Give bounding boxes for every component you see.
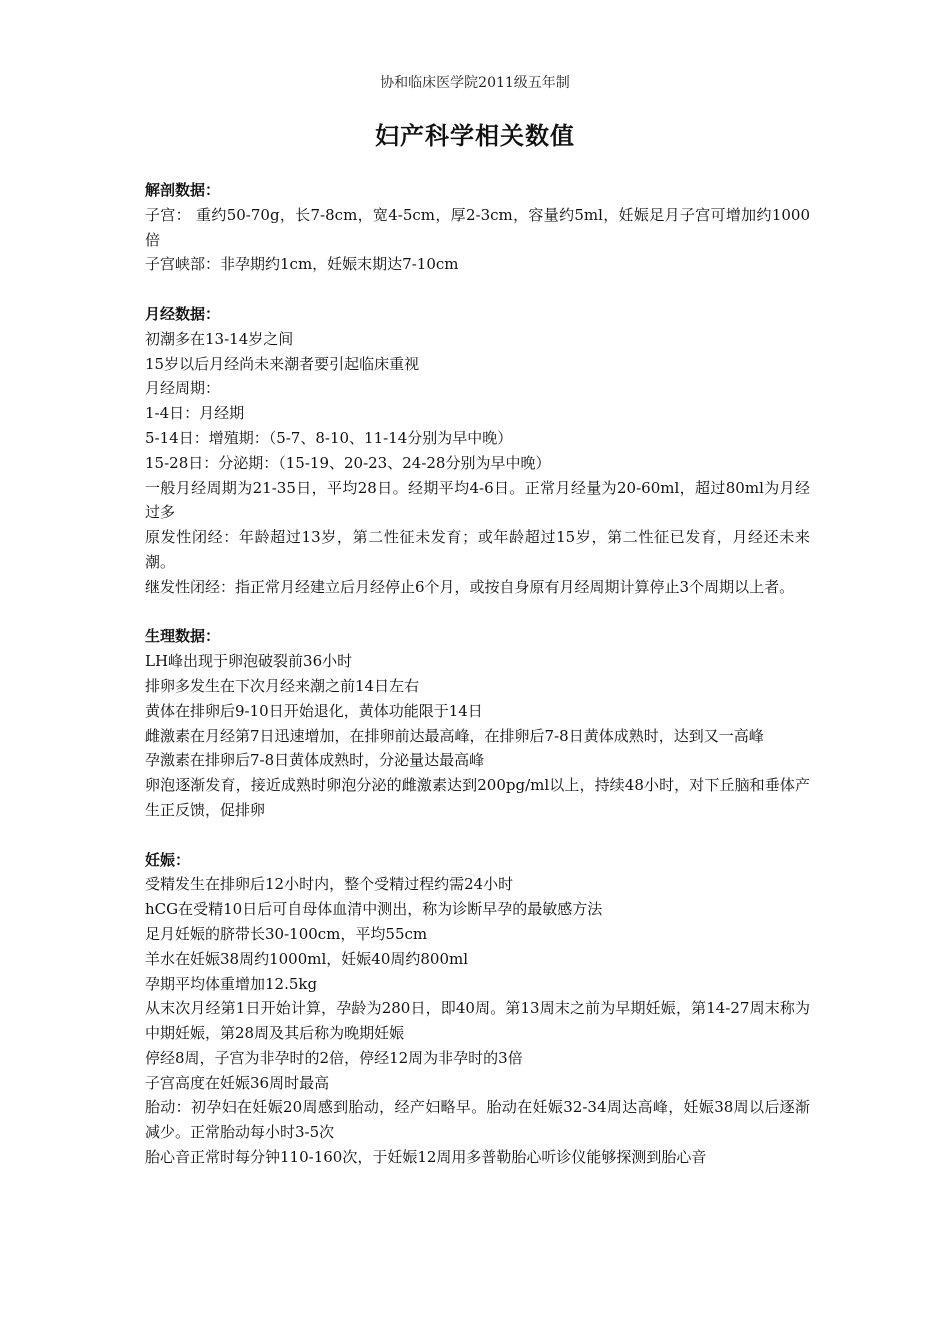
text-line: 15岁以后月经尚未来潮者要引起临床重视: [145, 354, 420, 373]
text-line: 初潮多在13-14岁之间: [145, 329, 294, 348]
text-line: 雌激素在月经第7日迅速增加，在排卵前达最高峰，在排卵后7-8日黄体成熟时，达到又一高峰: [145, 726, 764, 745]
text-line: 5-14日：增殖期：（5-7、8-10、11-14分别为早中晚）: [145, 428, 513, 447]
text-line: 胎动：初孕妇在妊娠20周感到胎动，经产妇略早。胎动在妊娠32-34周达高峰，妊娠38周以后逐渐减少。正常胎动每小时3-5次: [145, 1098, 810, 1142]
text-line: 继发性闭经：指正常月经建立后月经停止6个月，或按自身原有月经周期计算停止3个周期以上者。: [145, 577, 795, 596]
text-line: 受精发生在排卵后12小时内，整个受精过程约需24小时: [145, 875, 514, 894]
text-line: 黄体在排卵后9-10日开始退化，黄体功能限于14日: [145, 701, 483, 720]
section-menstruation: [145, 302, 810, 600]
text-line: 孕激素在排卵后7-8日黄体成熟时，分泌量达最高峰: [145, 751, 485, 770]
document-body: [145, 178, 810, 1195]
section-heading: 生理数据：: [145, 627, 221, 646]
text-line: 一般月经周期为21-35日，平均28日。经期平均4-6日。正常月经量为20-60ml，超过80ml为月经过多: [145, 478, 810, 522]
text-line: LH峰出现于卵泡破裂前36小时: [145, 652, 353, 671]
text-line: 子宫峡部：非孕期约1cm，妊娠末期达7-10cm: [145, 255, 459, 274]
section-physiology: [145, 624, 810, 822]
text-line: 15-28日：分泌期：（15-19、20-23、24-28分别为早中晚）: [145, 453, 551, 472]
text-line: 足月妊娠的脐带长30-100cm，平均55cm: [145, 924, 428, 943]
text-line: 子宫高度在妊娠36周时最高: [145, 1073, 330, 1092]
text-line: 排卵多发生在下次月经来潮之前14日左右: [145, 676, 420, 695]
page-title: 妇产科学相关数值: [375, 121, 575, 150]
page-header: 协和临床医学院2011级五年制: [380, 75, 570, 91]
text-line: 停经8周，子宫为非孕时的2倍，停经12周为非孕时的3倍: [145, 1048, 523, 1067]
text-line: 从末次月经第1日开始计算，孕龄为280日，即40周。第13周末之前为早期妊娠，第14-27周末称为中期妊娠，第28周及其后称为晚期妊娠: [145, 999, 810, 1043]
text-line: 孕期平均体重增加12.5kg: [145, 974, 318, 993]
section-pregnancy: [145, 848, 810, 1170]
section-heading: 妊娠：: [145, 850, 191, 869]
section-heading: 解剖数据：: [145, 181, 221, 199]
text-line: 月经周期：: [145, 379, 221, 398]
section-heading: 月经数据：: [145, 304, 221, 323]
text-line: 卵泡逐渐发育，接近成熟时卵泡分泌的雌激素达到200pg/ml以上，持续48小时，对下丘脑和垂体产生正反馈，促排卵: [145, 776, 810, 819]
section-anatomy: [145, 178, 810, 277]
text-line: 原发性闭经：年龄超过13岁，第二性征未发育；或年龄超过15岁，第二性征已发育，月经还未来潮。: [145, 528, 810, 571]
text-line: 1-4日：月经期: [145, 404, 245, 423]
text-line: 羊水在妊娠38周约1000ml，妊娠40周约800ml: [145, 949, 469, 968]
text-line: 子宫： 重约50-70g，长7-8cm，宽4-5cm，厚2-3cm，容量约5ml，妊娠足月子宫可增加约1000倍: [145, 205, 810, 249]
text-line: 胎心音正常时每分钟110-160次，于妊娠12周用多普勒胎心听诊仪能够探测到胎心音: [145, 1148, 707, 1167]
text-line: hCG在受精10日后可自母体血清中测出，称为诊断早孕的最敏感方法: [145, 900, 603, 919]
